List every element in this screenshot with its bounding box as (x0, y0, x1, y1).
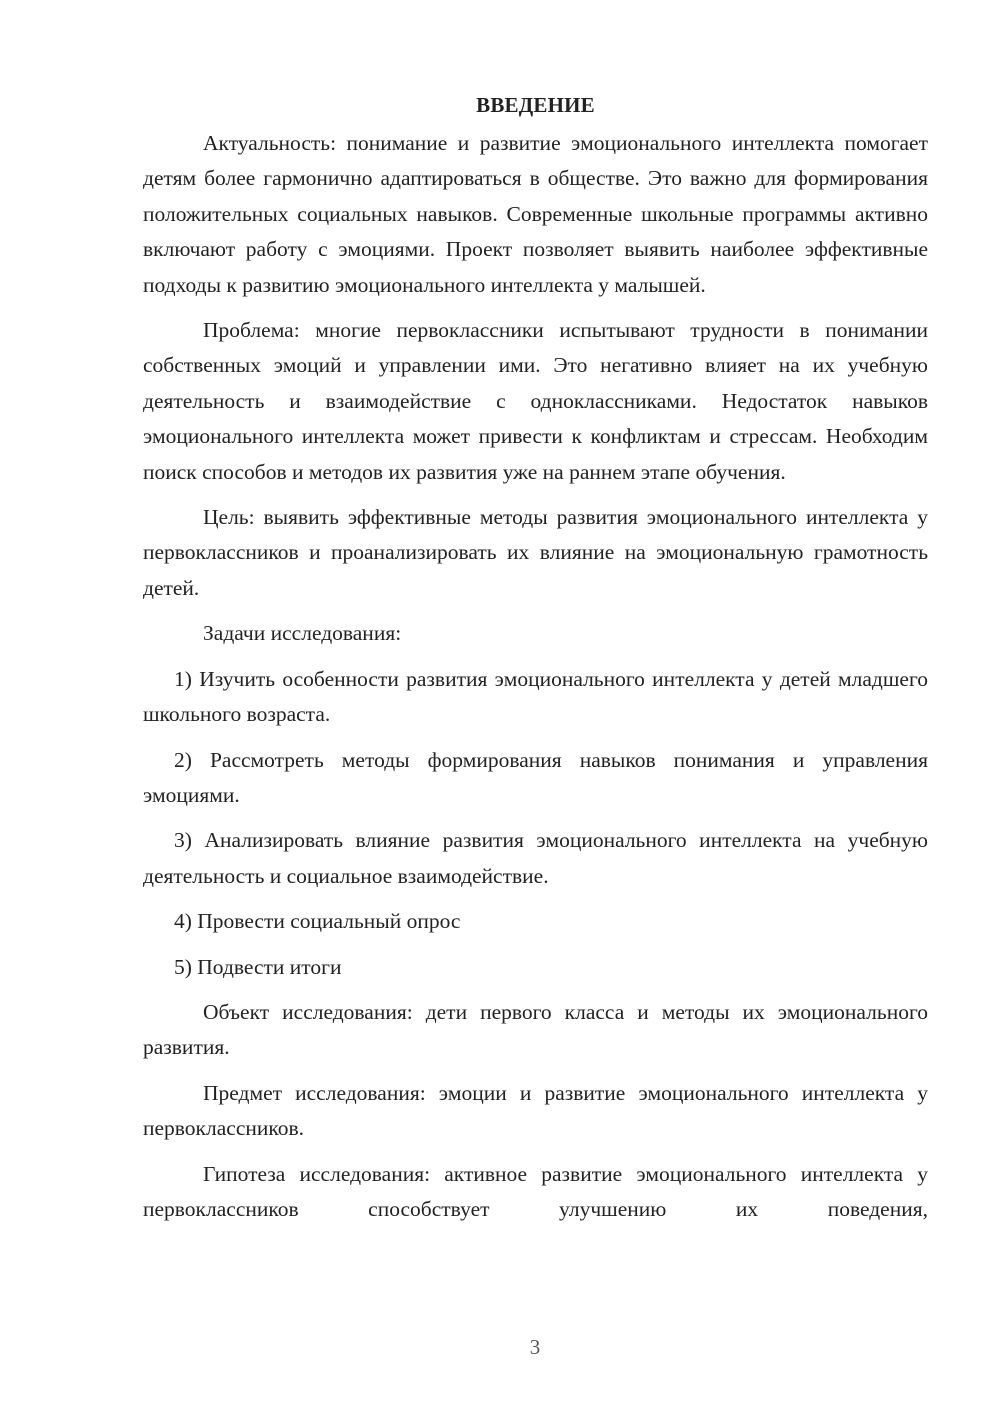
page-number: 3 (529, 1335, 541, 1359)
paragraph-hypothesis: Гипотеза исследования: активное развитие эмоционального интеллекта у первоклассников способствует улучшению их поведения, (143, 1161, 928, 1221)
section-title: ВВЕДЕНИЕ (476, 93, 595, 117)
task-item-3: 3) Анализировать влияние развития эмоционального интеллекта на учебную деятельность и социальное взаимодействие. (143, 828, 928, 888)
tasks-heading: Задачи исследования: (203, 621, 402, 646)
paragraph-problem: Проблема: многие первоклассники испытывают трудности в понимании собственных эмоций и управлении ими. Это негативно влияет на их учебную деятельность и взаимодействие с одноклассниками. Недостаток навыков эмоционального интеллекта может привести к конфликтам и стрессам. Необходим поиск способов и методов их развития уже на раннем этапе обучения. (143, 318, 928, 484)
document-page (143, 90, 928, 1227)
paragraph-subject: Предмет исследования: эмоции и развитие эмоционального интеллекта у первоклассников. (143, 1080, 928, 1141)
paragraph-relevance: Актуальность: понимание и развитие эмоционального интеллекта помогает детям более гармонично адаптироваться в обществе. Это важно для формирования положительных социальных навыков. Современные школьные программы активно включают работу с эмоциями. Проект позволяет выявить наиболее эффективные подходы к развитию эмоционального интеллекта у малышей. (143, 131, 928, 297)
task-item-4: 4) Провести социальный опрос (174, 909, 461, 934)
task-item-2: 2) Рассмотреть методы формирования навыков понимания и управления эмоциями. (143, 747, 928, 807)
paragraph-goal: Цель: выявить эффективные методы развития эмоционального интеллекта у первоклассников и проанализировать их влияние на эмоциональную грамотность детей. (143, 505, 928, 600)
task-item-5: 5) Подвести итоги (174, 954, 342, 979)
paragraph-object: Объект исследования: дети первого класса и методы их эмоционального развития. (143, 999, 928, 1060)
task-item-1: 1) Изучить особенности развития эмоционального интеллекта у детей младшего школьного возраста. (143, 666, 928, 727)
